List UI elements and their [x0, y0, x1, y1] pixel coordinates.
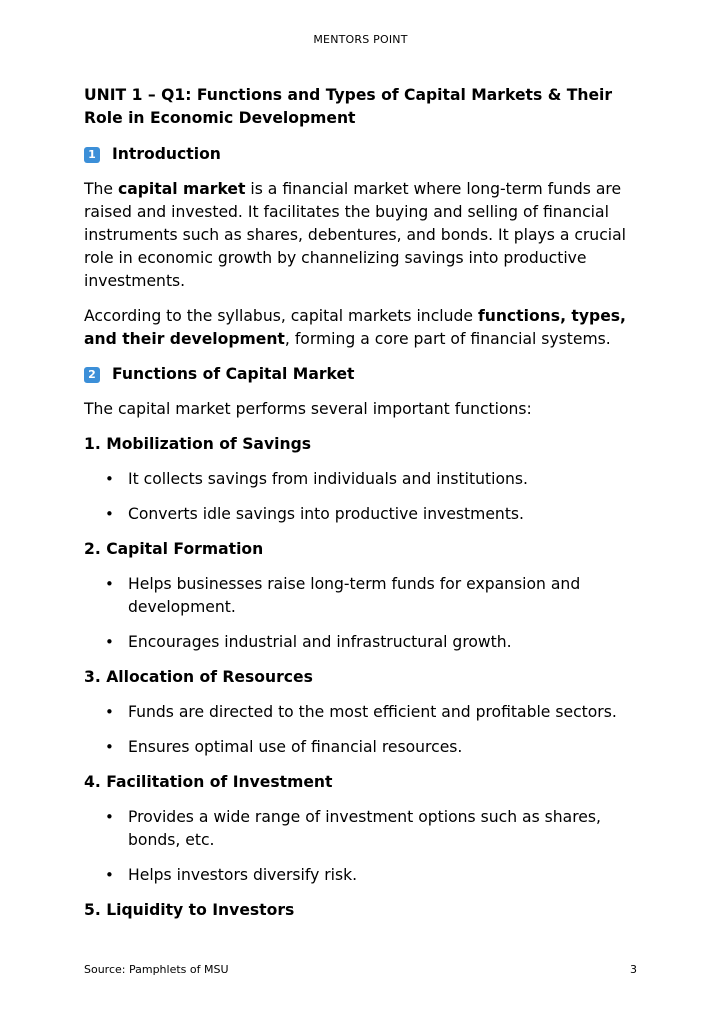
bullet-icon: • [105, 866, 114, 884]
list-item [84, 631, 644, 654]
bullet-list [84, 701, 644, 759]
function-title: 5. Liquidity to Investors [84, 901, 295, 919]
page-header: MENTORS POINT [313, 33, 408, 46]
intro-p2-bold: functions, types, and their development [84, 307, 626, 348]
function-1 [84, 433, 644, 526]
bullet-icon: • [105, 808, 114, 826]
section-heading-functions [84, 363, 644, 386]
list-item-text: Encourages industrial and infrastructural growth. [128, 633, 512, 651]
list-item-text: Provides a wide range of investment options such as shares, bonds, etc. [128, 808, 601, 849]
list-item [84, 573, 644, 619]
list-item-text: It collects savings from individuals and institutions. [128, 470, 528, 488]
list-item [84, 736, 644, 759]
section-heading-introduction [84, 143, 644, 166]
functions-intro: The capital market performs several important functions: [84, 400, 532, 418]
intro-p1-bold: capital market [117, 180, 246, 198]
list-item-text: Helps businesses raise long-term funds for expansion and development. [128, 575, 581, 616]
function-title: 3. Allocation of Resources [84, 668, 313, 686]
intro-p2-pre: According to the syllabus, capital markets include [84, 307, 478, 325]
document-body [84, 84, 644, 934]
list-item [84, 806, 644, 852]
page-number: 3 [630, 963, 637, 976]
footer-source: Source: Pamphlets of MSU [84, 963, 229, 976]
bullet-list [84, 806, 644, 887]
function-5 [84, 899, 644, 922]
intro-p1-pre: The [84, 180, 118, 198]
intro-p1-post: is a financial market where long-term funds are raised and invested. It facilitates the buying and selling of financial instruments such as shares, debentures, and bonds. It plays a crucial role in economic growth by channelizing savings into productive investments. [84, 180, 626, 290]
intro-paragraph-1 [84, 178, 644, 293]
function-title: 1. Mobilization of Savings [84, 435, 312, 453]
function-2 [84, 538, 644, 654]
function-title: 2. Capital Formation [84, 540, 264, 558]
list-item-text: Converts idle savings into productive investments. [128, 505, 525, 523]
function-title: 4. Facilitation of Investment [84, 773, 333, 791]
list-item [84, 503, 644, 526]
bullet-list [84, 573, 644, 654]
number-2-icon: 2 [84, 367, 100, 383]
intro-paragraph-2 [84, 305, 644, 351]
number-1-icon: 1 [84, 147, 100, 163]
document-title: UNIT 1 – Q1: Functions and Types of Capital Markets & Their Role in Economic Development [84, 86, 613, 127]
bullet-list [84, 468, 644, 526]
bullet-icon: • [105, 633, 114, 651]
bullet-icon: • [105, 703, 114, 721]
section-heading-label: Introduction [112, 145, 221, 163]
function-3 [84, 666, 644, 759]
list-item-text: Funds are directed to the most efficient and profitable sectors. [128, 703, 617, 721]
bullet-icon: • [105, 738, 114, 756]
bullet-icon: • [105, 505, 114, 523]
list-item-text: Helps investors diversify risk. [128, 866, 358, 884]
list-item [84, 468, 644, 491]
section-heading-label: Functions of Capital Market [112, 365, 355, 383]
list-item-text: Ensures optimal use of financial resources. [128, 738, 463, 756]
bullet-icon: • [105, 575, 114, 593]
bullet-icon: • [105, 470, 114, 488]
list-item [84, 701, 644, 724]
function-4 [84, 771, 644, 887]
intro-p2-post: , forming a core part of financial systems. [284, 330, 611, 348]
list-item [84, 864, 644, 887]
